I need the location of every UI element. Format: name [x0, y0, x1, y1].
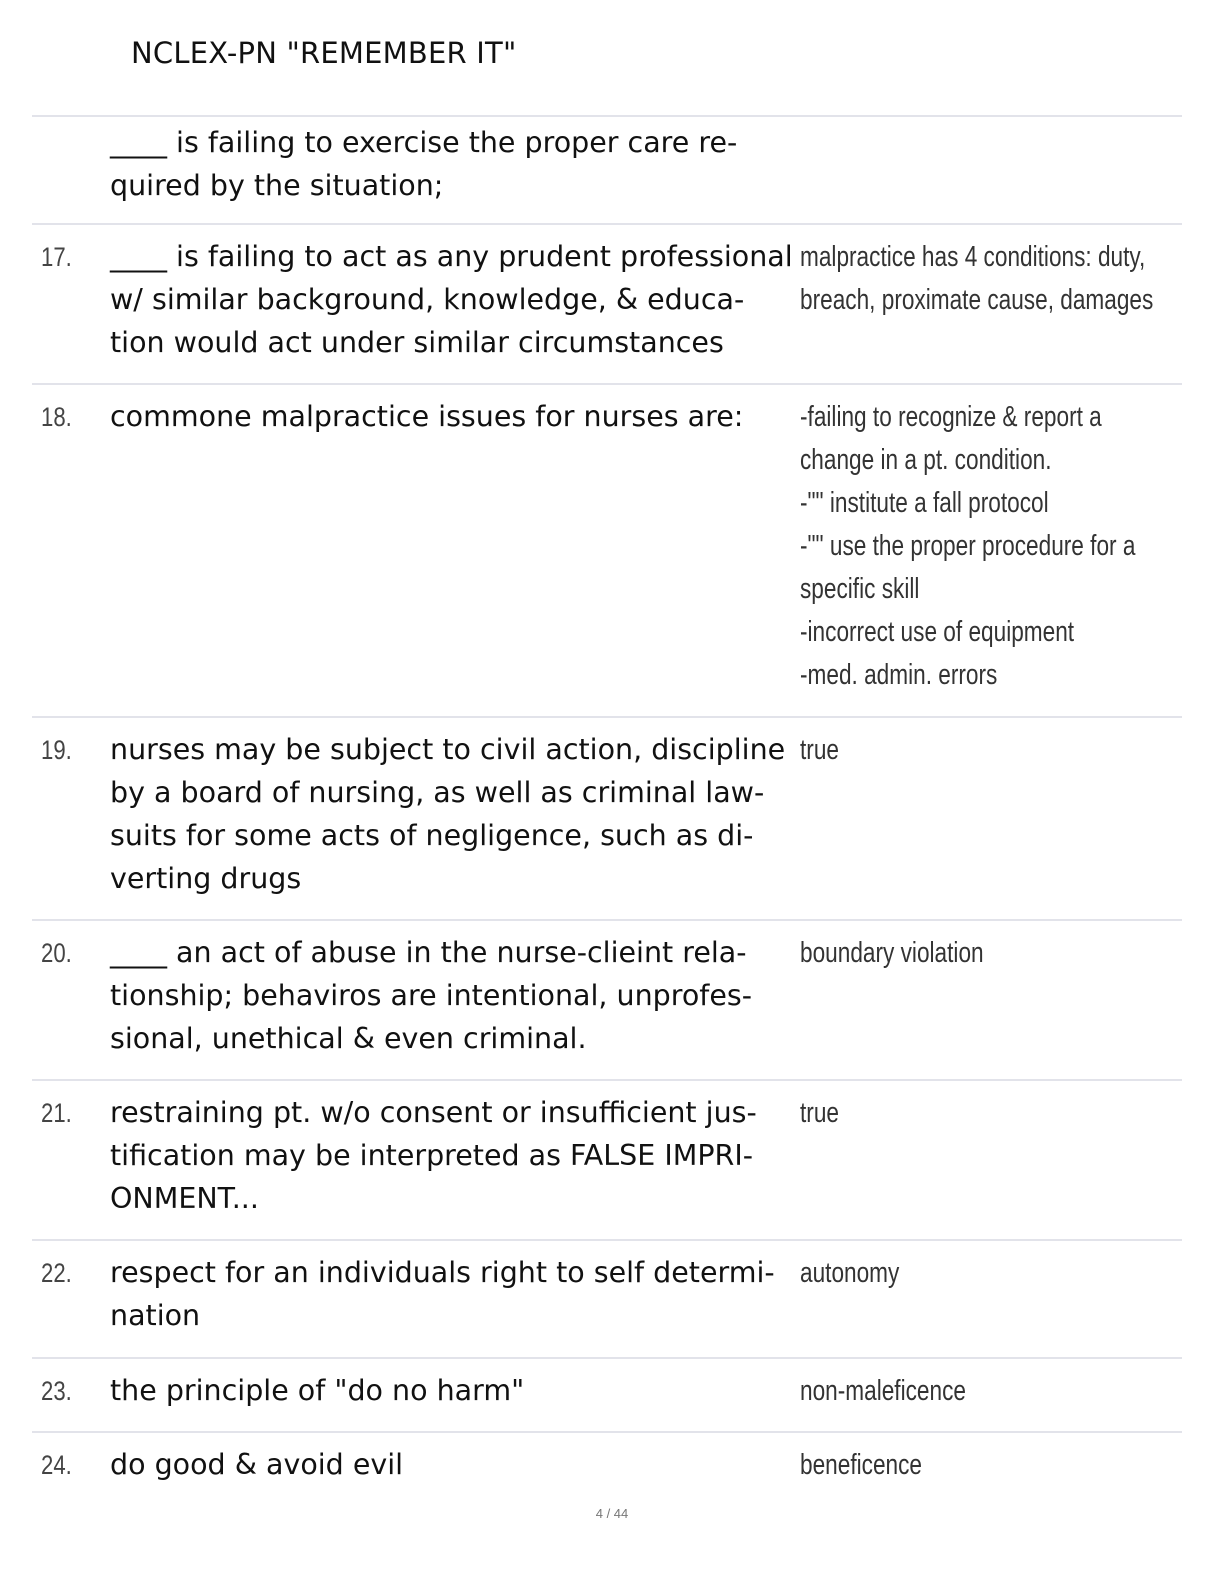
- flashcard-row: [32, 223, 1182, 383]
- card-definition: beneficence: [800, 1449, 922, 1481]
- card-number: 19.: [41, 735, 72, 765]
- card-definition: non-maleficence: [800, 1375, 966, 1407]
- flashcard-row: [32, 716, 1182, 919]
- card-term: the principle of "do no harm": [110, 1374, 525, 1407]
- card-term: restraining pt. w/o consent or insufficient jus- tification may be interpreted as FALSE IMPRI- ONMENT...: [110, 1096, 757, 1215]
- card-definition: autonomy: [800, 1257, 900, 1289]
- card-term: respect for an individuals right to self determi- nation: [110, 1256, 775, 1332]
- flashcard-row: [32, 919, 1182, 1079]
- card-number: 24.: [41, 1450, 72, 1480]
- card-number: 21.: [41, 1098, 72, 1128]
- flashcard-row: [32, 115, 1182, 223]
- card-term: nurses may be subject to civil action, discipline by a board of nursing, as well as criminal law- suits for some acts of negligence, such as di- verting drugs: [110, 733, 786, 895]
- flashcard-row: [32, 1079, 1182, 1239]
- card-term: do good & avoid evil: [110, 1448, 404, 1481]
- card-term: ____ is failing to exercise the proper care re- quired by the situation;: [110, 126, 738, 202]
- card-term: ____ an act of abuse in the nurse-clieint rela- tionship; behaviros are intentional, unprofes- sional, unethical & even criminal.: [110, 936, 752, 1055]
- flashcard-list: [32, 115, 1182, 1505]
- flashcard-row: [32, 1239, 1182, 1357]
- flashcard-row: [32, 1431, 1182, 1505]
- page-number: 4 / 44: [595, 1506, 629, 1521]
- flashcard-row: [32, 1357, 1182, 1431]
- card-number: 18.: [41, 402, 72, 432]
- card-number: 17.: [41, 242, 72, 272]
- card-definition: true: [800, 1097, 839, 1129]
- card-definition: malpractice has 4 conditions: duty, breach, proximate cause, damages: [800, 241, 1154, 316]
- flashcard-row: [32, 383, 1182, 716]
- card-number: 23.: [41, 1376, 72, 1406]
- card-term: ____ is failing to act as any prudent professional w/ similar background, knowledge, & educa- tion would act under similar circumstances: [110, 240, 793, 359]
- card-definition: boundary violation: [800, 937, 984, 969]
- card-definition: true: [800, 734, 839, 766]
- card-number: 22.: [41, 1258, 72, 1288]
- card-number: 20.: [41, 938, 72, 968]
- card-term: commone malpractice issues for nurses are:: [110, 400, 744, 433]
- card-definition: -failing to recognize & report a change in a pt. condition. -"" institute a fall protocol -"" use the proper procedure for a specific skill -incorrect use of equipment -med. admin. errors: [800, 401, 1136, 691]
- document-title: NCLEX-PN "REMEMBER IT": [131, 36, 517, 70]
